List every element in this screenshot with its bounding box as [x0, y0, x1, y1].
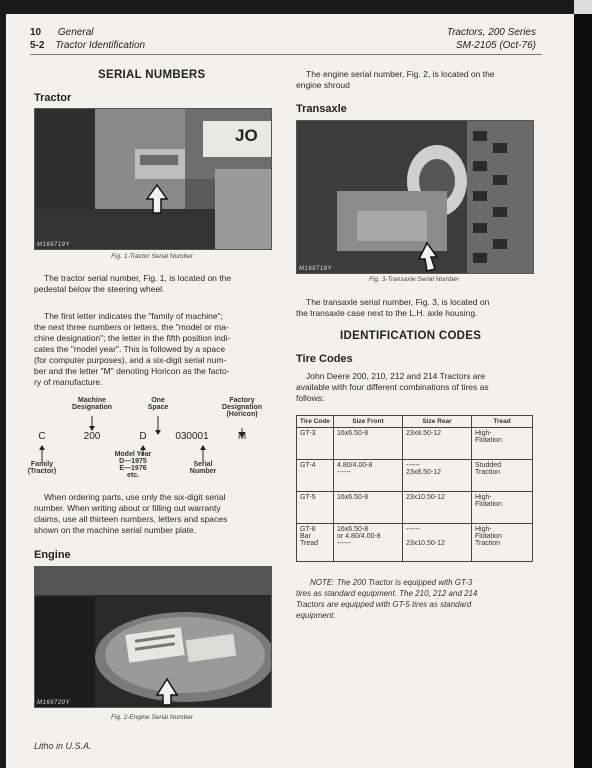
para-line: ber and the letter "M" denoting Horicon as the facto-: [34, 366, 230, 376]
label-line: Model Year: [114, 451, 152, 458]
cell-tire-code: GT-3: [297, 428, 334, 460]
cell-tread: Studded Traction: [472, 460, 533, 492]
col-header-tire-code: Tire Code: [297, 416, 334, 428]
fig2-caption: Fig. 2-Engine Serial Number: [110, 714, 193, 721]
label-serial-number: [180, 461, 226, 475]
left-page-number: 10: [30, 27, 42, 38]
label-line: (Horicon): [226, 411, 258, 418]
tractor-heading: Tractor: [34, 92, 72, 104]
para-transaxle-location: [296, 297, 536, 319]
cell-tread: High- Flotation: [472, 492, 533, 524]
label-line: Factory: [229, 397, 255, 404]
para-engine-location: [296, 69, 536, 91]
para-tire-options: [296, 371, 536, 404]
label-line: Machine: [77, 397, 106, 404]
left-sub-number: 5-2: [30, 40, 45, 51]
table-header-row: [297, 416, 533, 428]
cell-size-front: 4.80/4.00-8 ------: [334, 460, 403, 492]
para-line: ry of manufacture.: [34, 377, 103, 387]
cell-size-front: 16x6.50-8: [334, 492, 403, 524]
label-line: E—1976: [119, 465, 147, 472]
label-line: (Tractor): [27, 468, 57, 475]
table-row: [297, 524, 533, 562]
engine-heading: Engine: [34, 549, 71, 561]
para-line: the transaxle case next to the L.H. axle housing.: [296, 308, 478, 318]
para-ordering-parts: [34, 492, 272, 536]
para-line: engine shroud: [296, 80, 350, 90]
note-line: equipment.: [296, 611, 336, 620]
label-line: Designation: [221, 404, 263, 411]
fig1-brand-text: JO: [235, 126, 258, 145]
fig3-code: M169718Y: [299, 266, 333, 272]
fig1-caption: Fig. 1-Tractor Serial Number: [111, 253, 193, 260]
para-line: pedestal below the steering wheel.: [34, 284, 165, 294]
tire-codes-table: [296, 415, 533, 562]
label-family: [22, 461, 62, 475]
header-rule: [30, 54, 542, 55]
cell-size-rear: 23x8.50-12: [403, 428, 472, 460]
footer-litho: Litho in U.S.A.: [34, 741, 92, 751]
serial-c: C: [38, 431, 46, 442]
para-line: The first letter indicates the "family of machine";: [44, 311, 223, 321]
para-line: available with four different combinations of tires as: [296, 382, 489, 392]
cell-size-front: 16x6.50-8: [334, 428, 403, 460]
label-line: D—1975: [119, 458, 147, 465]
header-left: [30, 27, 93, 38]
cell-tread: High- Flotation: [472, 428, 533, 460]
serial-model: 200: [83, 431, 101, 442]
para-line: chine designation"; the letter in the fifth position indi-: [34, 333, 231, 343]
cell-tire-code: GT-5: [297, 492, 334, 524]
tire-codes-heading: Tire Codes: [296, 353, 353, 365]
table-row: [297, 492, 533, 524]
header-right-title: Tractors, 200 Series: [446, 27, 536, 38]
fig1-code: M169719Y: [37, 242, 71, 248]
col-header-tread: Tread: [472, 416, 533, 428]
note-line: tires as standard equipment. The 210, 212 and 214: [296, 589, 478, 598]
cell-size-front: 16x6.50-8 or 4.80/4.00-8 ------: [334, 524, 403, 562]
left-sub-title: Tractor Identification: [55, 40, 146, 51]
cell-size-rear: ------ 23x8.50-12: [403, 460, 472, 492]
note-line: Tractors are equipped with GT-5 tires as standard: [296, 600, 472, 609]
fig1-tractor-photo: [34, 108, 272, 250]
cell-size-rear: 23x10.50-12: [403, 492, 472, 524]
cell-tire-code: GT-4: [297, 460, 334, 492]
para-line: the next three numbers or letters, the "model or ma-: [34, 322, 229, 332]
table-row: [297, 460, 533, 492]
fig3-transaxle-photo: [296, 120, 534, 274]
para-serial-format: [34, 311, 272, 388]
tire-note: [296, 577, 536, 621]
col-header-size-rear: Size Rear: [403, 416, 472, 428]
label-line: etc.: [126, 472, 140, 479]
para-line: number. When writing about or filling out warranty: [34, 503, 221, 513]
para-line: follows:: [296, 393, 325, 403]
left-section: General: [57, 27, 94, 38]
para-line: shown on the machine serial number plate.: [34, 525, 197, 535]
para-line: The engine serial number, Fig. 2, is located on the: [306, 69, 495, 79]
label-model-year: [108, 451, 158, 479]
col-header-size-front: Size Front: [334, 416, 403, 428]
label-machine-designation: [70, 397, 114, 411]
cell-size-rear: ------ 23x10.50-12: [403, 524, 472, 562]
serial-year: D: [139, 431, 147, 442]
para-line: John Deere 200, 210, 212 and 214 Tractors are: [306, 371, 486, 381]
table-row: [297, 428, 533, 460]
note-line: NOTE: The 200 Tractor is equipped with GT-3: [310, 578, 473, 587]
fig2-engine-photo: [34, 566, 272, 708]
serial-factory: M: [237, 431, 247, 442]
page-edge-shadow: [574, 14, 592, 768]
serial-number: 030001: [175, 431, 209, 442]
header-right-doc: SM-2105 (Oct-76): [455, 40, 536, 51]
para-line: (for computer purposes), and a six-digit serial num-: [34, 355, 227, 365]
label-line: Number: [189, 468, 217, 475]
cell-tire-code: GT-8 Bar Tread: [297, 524, 334, 562]
fig2-code: M169720Y: [37, 700, 71, 706]
para-line: claims, use all thirteen numbers, letters and spaces: [34, 514, 228, 524]
label-line: Family: [30, 461, 54, 468]
para-tractor-location: [34, 273, 272, 295]
para-line: When ordering parts, use only the six-digit serial: [44, 492, 226, 502]
serial-numbers-heading: SERIAL NUMBERS: [98, 69, 206, 81]
corner-tab: [574, 0, 592, 14]
label-line: Designation: [71, 404, 113, 411]
fig3-caption: Fig. 3-Transaxle Serial Number: [369, 276, 459, 283]
label-line: Serial: [193, 461, 213, 468]
para-line: The transaxle serial number, Fig. 3, is located on: [306, 297, 490, 307]
transaxle-heading: Transaxle: [296, 103, 347, 115]
label-line: Space: [147, 404, 169, 411]
label-line: One: [151, 397, 165, 404]
label-one-space: [138, 397, 178, 411]
header-left-sub: [30, 40, 145, 51]
identification-codes-heading: IDENTIFICATION CODES: [340, 330, 482, 342]
cell-tread: High- Flotation Traction: [472, 524, 533, 562]
para-line: The tractor serial number, Fig. 1, is located on the: [44, 273, 232, 283]
para-line: cates the "model year". This is followed by a space: [34, 344, 226, 354]
